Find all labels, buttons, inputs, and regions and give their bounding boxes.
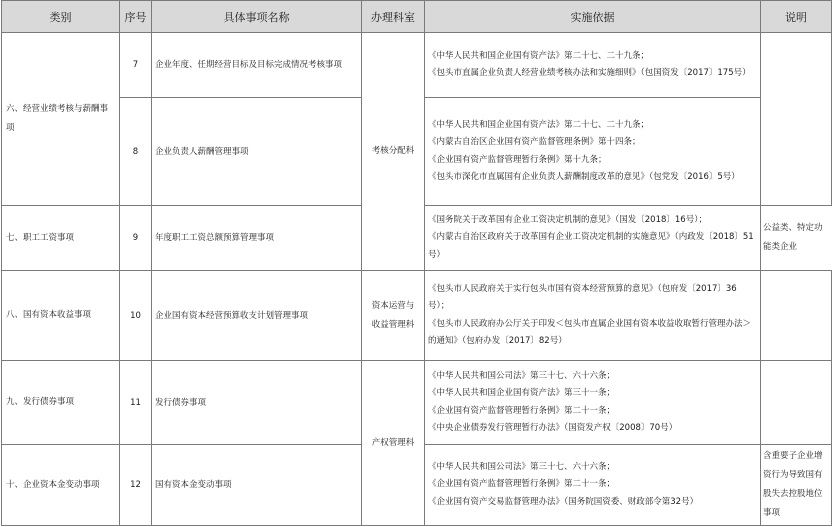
basis-cell (425, 445, 761, 526)
item-name-cell: 发行债券事项 (152, 361, 362, 445)
table-row (2, 33, 832, 98)
category-cell: 六、经营业绩考核与薪酬事项 (2, 33, 120, 206)
basis-line: 《包头市人民政府关于实行包头市国有资本经营预算的意见》（包府发〔2017〕36号）； (428, 283, 737, 311)
item-name-cell: 年度职工工资总额预算管理事项 (152, 206, 362, 271)
header-department: 办理科室 (362, 1, 425, 33)
basis-line: 《包头市人民政府办公厅关于印发＜包头市直属企业国有资本收益收取暂行管理办法＞的通知》（包府办发〔2017〕82号） (428, 318, 752, 346)
basis-line: 《中华人民共和国企业国有资产法》第二十七、二十九条； (428, 119, 650, 130)
table-row (2, 361, 832, 445)
number-cell: 11 (120, 361, 152, 445)
item-name-cell: 企业年度、任期经营目标及目标完成情况考核事项 (152, 33, 362, 98)
basis-cell (425, 361, 761, 445)
basis-line: 《中华人民共和国公司法》第三十七、六十六条； (428, 370, 616, 381)
basis-line: 《中华人民共和国公司法》第三十七、六十六条； (428, 461, 616, 472)
basis-line: 《企业国有资产监督管理暂行条例》第二十一条； (428, 405, 616, 416)
header-number: 序号 (120, 1, 152, 33)
basis-line: 《内蒙古自治区政府关于改革国有企业工资决定机制的实施意见》（内政发〔2018〕51号） (428, 232, 754, 260)
basis-line: 《国务院关于改革国有企业工资决定机制的意见》（国发〔2018〕16号）； (428, 214, 707, 225)
basis-line: 《中央企业债券发行管理暂行办法》（国资发产权〔2008〕70号） (428, 423, 678, 433)
department-cell: 产权管理科 (362, 361, 425, 526)
number-cell: 10 (120, 271, 152, 361)
item-name-cell: 企业负责人薪酬管理事项 (152, 98, 362, 206)
category-cell: 九、发行债券事项 (2, 361, 120, 445)
category-cell: 八、国有资本收益事项 (2, 271, 120, 361)
note-cell (761, 361, 832, 445)
department-cell: 资本运营与收益管理科 (362, 271, 425, 361)
item-name-cell: 国有资本金变动事项 (152, 445, 362, 526)
table-row (2, 271, 832, 361)
department-cell: 考核分配科 (362, 33, 425, 271)
basis-line: 《中华人民共和国企业国有资产法》第三十一条； (428, 388, 616, 398)
number-cell: 9 (120, 206, 152, 271)
basis-line: 《企业国有资产交易监督管理办法》（国务院国资委、财政部令第32号） (428, 496, 699, 507)
note-cell (761, 271, 832, 361)
note-cell: 含重要子企业增资行为导致国有股失去控股地位事项 (761, 445, 832, 526)
header-basis: 实施依据 (425, 1, 761, 33)
basis-line: 《内蒙古自治区企业国有资产监督管理条例》第十四条； (428, 137, 641, 147)
header-category: 类别 (2, 1, 120, 33)
header-row (2, 1, 832, 33)
category-cell: 七、职工工资事项 (2, 206, 120, 271)
basis-line: 《企业国有资产监督管理暂行条例》第二十一条； (428, 479, 616, 490)
basis-line: 《中华人民共和国企业国有资产法》第二十七、二十九条； (428, 50, 650, 61)
number-cell: 7 (120, 33, 152, 98)
header-item-name: 具体事项名称 (152, 1, 362, 33)
note-cell: 公益类、特定功能类企业 (761, 206, 832, 271)
basis-cell (425, 206, 761, 271)
category-cell: 十、企业资本金变动事项 (2, 445, 120, 526)
basis-line: 《包头市直属企业负责人经营业绩考核办法和实施细则》（包国资发〔2017〕175号） (428, 68, 751, 78)
basis-line: 《企业国有资产监督管理暂行条例》第十九条； (428, 154, 607, 165)
regulatory-items-table (1, 0, 832, 526)
basis-cell (425, 33, 761, 98)
basis-line: 《包头市深化市直属国有企业负责人薪酬制度改革的意见》（包党发〔2016〕5号） (428, 172, 740, 182)
item-name-cell: 企业国有资本经营预算收支计划管理事项 (152, 271, 362, 361)
basis-cell (425, 98, 761, 206)
basis-cell (425, 271, 761, 361)
number-cell: 8 (120, 98, 152, 206)
note-cell (761, 33, 832, 206)
header-note: 说明 (761, 1, 832, 33)
number-cell: 12 (120, 445, 152, 526)
